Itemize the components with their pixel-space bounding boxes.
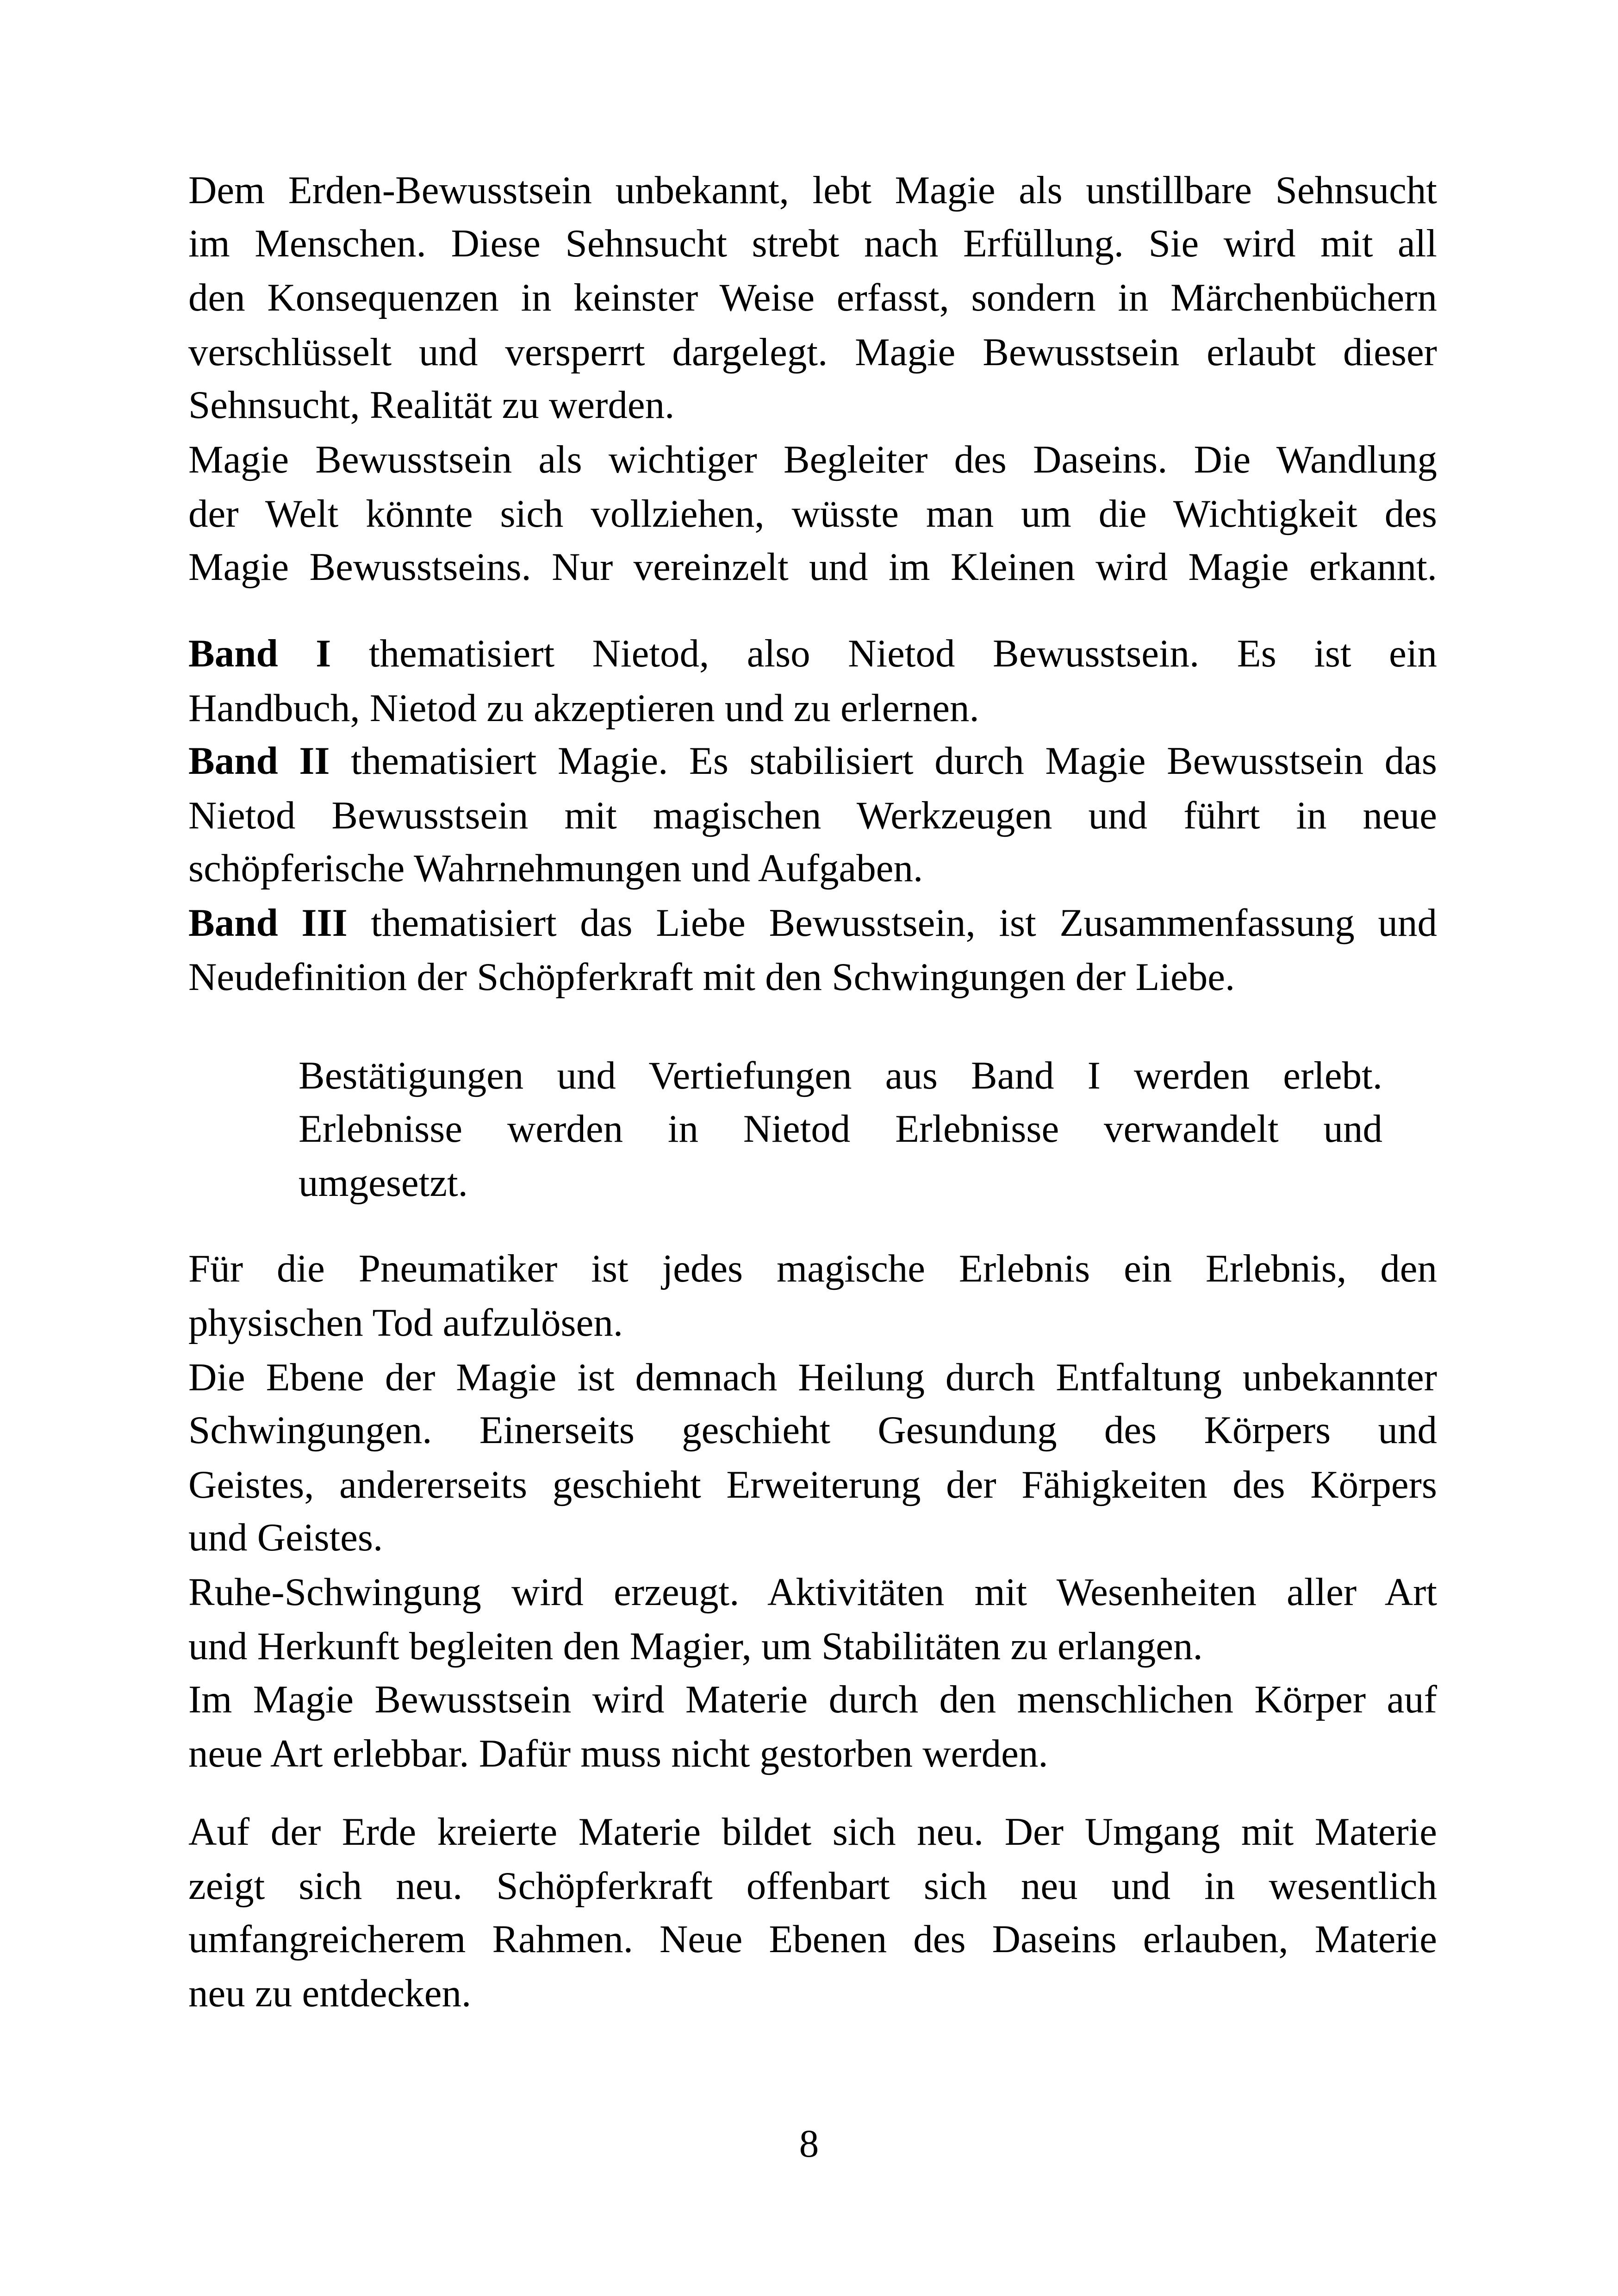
text-line bbox=[188, 163, 1437, 218]
text-line bbox=[188, 681, 1437, 735]
text-line bbox=[188, 734, 1437, 788]
line-text: thematisiert Nietod, also Nietod Bewusstsein. Es ist ein bbox=[331, 632, 1437, 675]
page-number: 8 bbox=[799, 2122, 819, 2165]
bold-volume-label: Band II bbox=[188, 739, 330, 783]
text-line bbox=[188, 1350, 1437, 1405]
text-line bbox=[188, 271, 1437, 325]
line-text: im Menschen. Diese Sehnsucht strebt nach Erfüllung. Sie wird mit all bbox=[188, 222, 1437, 265]
text-line bbox=[188, 217, 1437, 271]
line-text: Sehnsucht, Realität zu werden. bbox=[188, 383, 675, 427]
line-text: Dem Erden-Bewusstsein unbekannt, lebt Magie als unstillbare Sehnsucht bbox=[188, 168, 1437, 212]
text-line bbox=[188, 896, 1437, 950]
text-line bbox=[188, 950, 1437, 1004]
line-text: und Herkunft begleiten den Magier, um Stabilitäten zu erlangen. bbox=[188, 1624, 1203, 1668]
text-line bbox=[299, 1049, 1382, 1103]
line-text: Geistes, andererseits geschieht Erweiterung der Fähigkeiten des Körpers bbox=[188, 1463, 1437, 1506]
line-text: der Welt könnte sich vollziehen, wüsste man um die Wichtigkeit des bbox=[188, 492, 1437, 535]
text-line bbox=[188, 1727, 1437, 1781]
line-text: umgesetzt. bbox=[299, 1161, 468, 1205]
text-line bbox=[188, 627, 1437, 681]
text-line bbox=[188, 325, 1437, 380]
line-text: umfangreicherem Rahmen. Neue Ebenen des Daseins erlauben, Materie bbox=[188, 1917, 1437, 1961]
line-text: Neudefinition der Schöpferkraft mit den Schwingungen der Liebe. bbox=[188, 955, 1235, 999]
line-text: neu zu entdecken. bbox=[188, 1972, 472, 2015]
line-text: Erlebnisse werden in Nietod Erlebnisse verwandelt und bbox=[299, 1107, 1382, 1151]
line-text: Nietod Bewusstsein mit magischen Werkzeugen und führt in neue bbox=[188, 794, 1437, 837]
line-text: schöpferische Wahrnehmungen und Aufgaben. bbox=[188, 846, 923, 890]
text-line bbox=[188, 1966, 1437, 2021]
text-line bbox=[188, 1242, 1437, 1296]
text-line bbox=[188, 1511, 1437, 1565]
text-line bbox=[299, 1102, 1382, 1156]
text-line bbox=[188, 1403, 1437, 1457]
text-line bbox=[188, 540, 1437, 594]
line-text: Schwingungen. Einerseits geschieht Gesundung des Körpers und bbox=[188, 1408, 1437, 1452]
line-text: Handbuch, Nietod zu akzeptieren und zu erlernen. bbox=[188, 686, 979, 730]
line-text: Für die Pneumatiker ist jedes magische Erlebnis ein Erlebnis, den bbox=[188, 1247, 1437, 1290]
bold-volume-label: Band III bbox=[188, 901, 348, 945]
text-line bbox=[188, 1565, 1437, 1619]
text-line bbox=[188, 1859, 1437, 1913]
text-line bbox=[188, 1805, 1437, 1859]
text-line bbox=[188, 378, 1437, 432]
line-text: physischen Tod aufzulösen. bbox=[188, 1301, 623, 1344]
text-line bbox=[188, 789, 1437, 843]
line-text: den Konsequenzen in keinster Weise erfasst, sondern in Märchenbüchern bbox=[188, 276, 1437, 319]
line-text: Magie Bewusstsein als wichtiger Begleiter des Daseins. Die Wandlung bbox=[188, 438, 1437, 481]
line-text: verschlüsselt und versperrt dargelegt. Magie Bewusstsein erlaubt dieser bbox=[188, 330, 1437, 374]
line-text: thematisiert das Liebe Bewusstsein, ist Zusammenfassung und bbox=[347, 901, 1437, 945]
text-line bbox=[188, 433, 1437, 487]
text-line bbox=[188, 1458, 1437, 1512]
line-text: Ruhe-Schwingung wird erzeugt. Aktivitäten mit Wesenheiten aller Art bbox=[188, 1570, 1437, 1614]
line-text: Magie Bewusstseins. Nur vereinzelt und im Kleinen wird Magie erkannt. bbox=[188, 545, 1437, 589]
text-line bbox=[188, 487, 1437, 541]
text-line bbox=[188, 1673, 1437, 1727]
text-line bbox=[188, 1912, 1437, 1966]
text-line bbox=[188, 841, 1437, 896]
bold-volume-label: Band I bbox=[188, 632, 331, 675]
line-text: neue Art erlebbar. Dafür muss nicht gestorben werden. bbox=[188, 1732, 1048, 1775]
line-text: Im Magie Bewusstsein wird Materie durch den menschlichen Körper auf bbox=[188, 1678, 1437, 1721]
text-line bbox=[299, 1156, 1382, 1210]
text-line bbox=[188, 1296, 1437, 1350]
line-text: Die Ebene der Magie ist demnach Heilung durch Entfaltung unbekannter bbox=[188, 1356, 1437, 1399]
line-text: thematisiert Magie. Es stabilisiert durch Magie Bewusstsein das bbox=[330, 739, 1437, 783]
line-text: und Geistes. bbox=[188, 1516, 383, 1559]
line-text: zeigt sich neu. Schöpferkraft offenbart sich neu und in wesentlich bbox=[188, 1864, 1437, 1908]
line-text: Auf der Erde kreierte Materie bildet sich neu. Der Umgang mit Materie bbox=[188, 1810, 1437, 1854]
line-text: Bestätigungen und Vertiefungen aus Band I werden erlebt. bbox=[299, 1054, 1382, 1097]
text-line bbox=[188, 1619, 1437, 1674]
